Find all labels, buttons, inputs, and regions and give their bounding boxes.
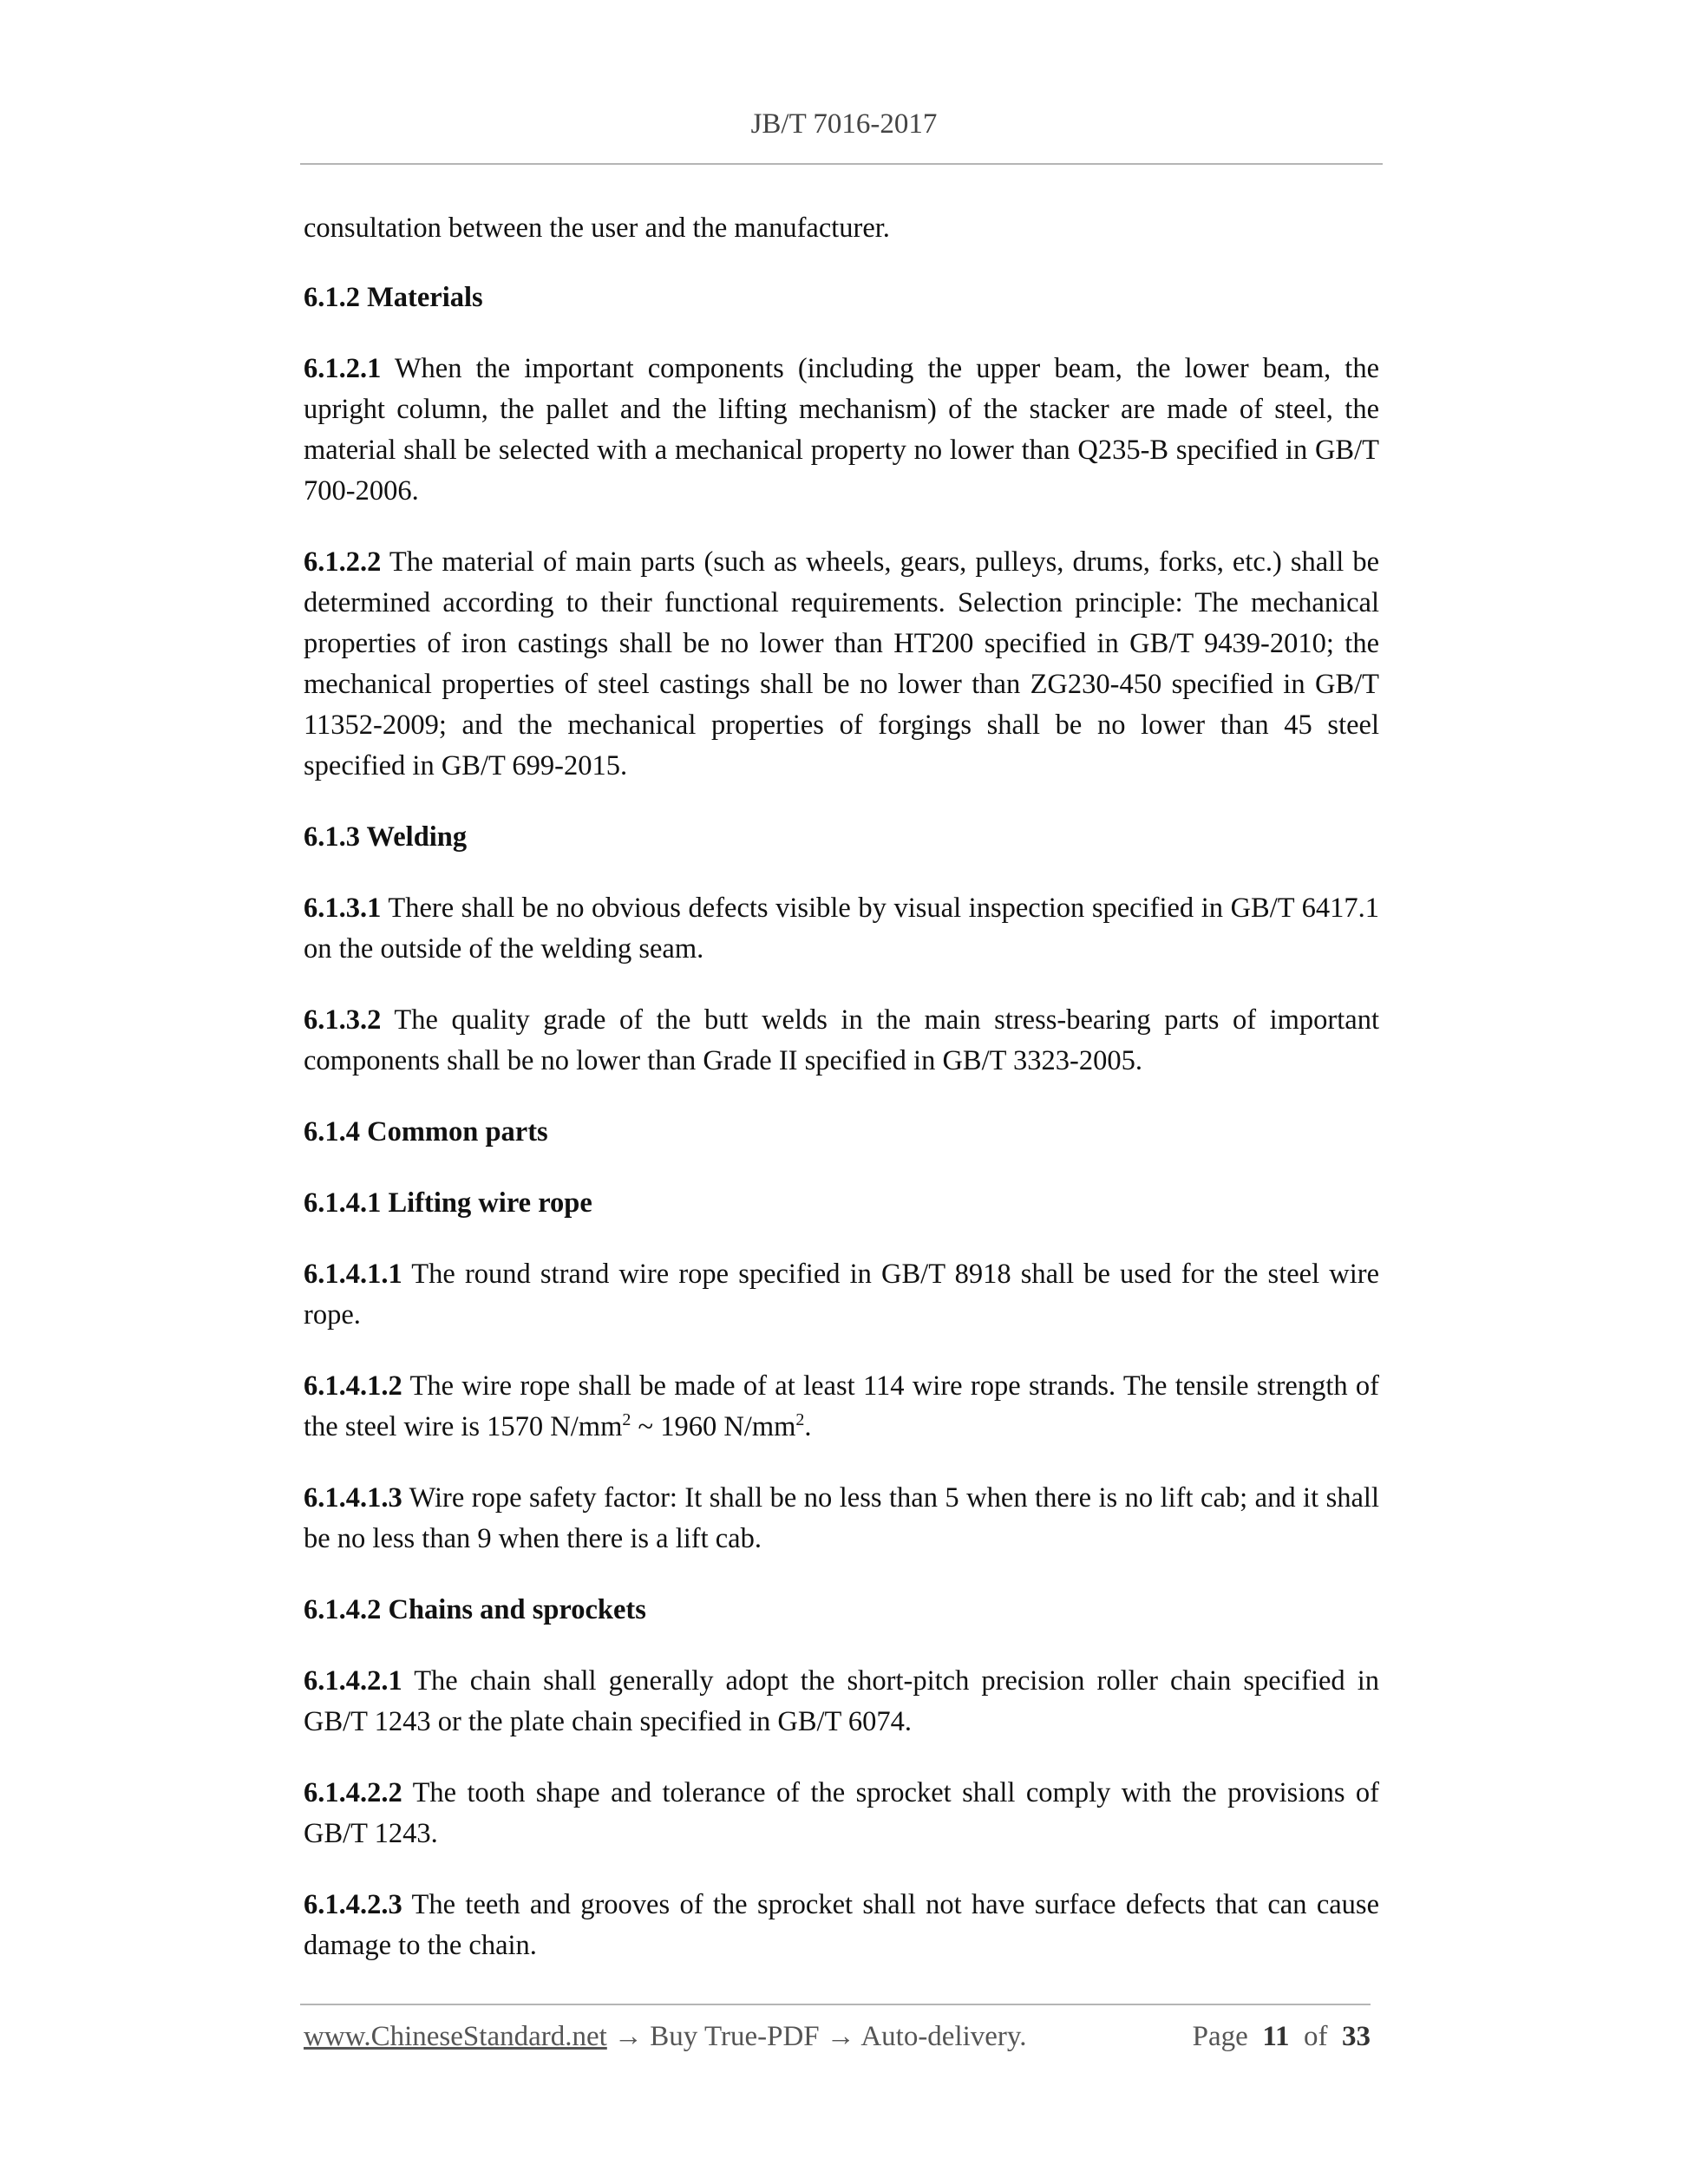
clause-number: 6.1.4.2.1 (304, 1665, 402, 1697)
heading-6-1-2: 6.1.2 Materials (304, 282, 483, 313)
clause-text: Wire rope safety factor: It shall be no less than 5 when there is no lift cab; and it shall be no less than 9 when there is a lift cab. (304, 1482, 1379, 1554)
arrow-right-icon: → (614, 2021, 644, 2052)
clause-6-1-2-2 (304, 542, 1379, 787)
clause-text: The teeth and grooves of the sprocket shall not have surface defects that can cause damage to the chain. (304, 1889, 1380, 1961)
heading-6-1-4: 6.1.4 Common parts (304, 1116, 548, 1148)
page-number (1193, 2021, 1371, 2053)
paragraph-continuation: consultation between the user and the manufacturer. (304, 213, 890, 244)
clause-number: 6.1.2.2 (304, 546, 382, 578)
page-label: Page (1192, 2021, 1248, 2052)
clause-text: When the important components (including the upper beam, the lower beam, the upright column, the pallet and the lifting mechanism) of the stacker are made of steel, the material shall be selected with a mechanical property no lower than Q235-B specified in GB/T 700-2006. (304, 353, 1379, 507)
clause-number: 6.1.4.2.2 (304, 1777, 402, 1808)
clause-text: The chain shall generally adopt the short-pitch precision roller chain specified in GB/T 1243 or the plate chain specified in GB/T 6074. (304, 1665, 1379, 1737)
clause-6-1-4-2-2 (304, 1773, 1379, 1854)
clause-6-1-3-2 (304, 1000, 1379, 1082)
document-id-header: JB/T 7016-2017 (750, 108, 938, 140)
heading-6-1-3: 6.1.3 Welding (304, 821, 468, 853)
clause-text: The round strand wire rope specified in GB/T 8918 shall be used for the steel wire rope. (304, 1259, 1379, 1331)
clause-text: The quality grade of the butt welds in the main stress-bearing parts of important components shall be no lower than Grade II specified in GB/T 3323-2005. (304, 1004, 1379, 1076)
clause-text: There shall be no obvious defects visible by visual inspection specified in GB/T 6417.1 on the outside of the welding seam. (304, 893, 1379, 964)
clause-number: 6.1.4.2.3 (304, 1889, 402, 1920)
heading-6-1-4-2: 6.1.4.2 Chains and sprockets (304, 1594, 646, 1625)
current-page: 11 (1262, 2021, 1290, 2052)
clause-text: ~ 1960 N/mm (631, 1411, 796, 1442)
document-body (304, 208, 1379, 1997)
clause-number: 6.1.3.2 (304, 1004, 382, 1036)
clause-text: The tooth shape and tolerance of the sprocket shall comply with the provisions of GB/T 1243. (304, 1777, 1379, 1849)
clause-6-1-4-2-3 (304, 1885, 1379, 1966)
arrow-right-icon: → (826, 2021, 855, 2052)
total-pages: 33 (1342, 2021, 1371, 2052)
clause-number: 6.1.2.1 (304, 353, 382, 384)
clause-number: 6.1.4.1.3 (304, 1482, 402, 1514)
clause-6-1-4-1-2 (304, 1366, 1379, 1448)
buy-pdf-text: Buy True-PDF (650, 2021, 820, 2052)
header-divider (300, 163, 1383, 165)
clause-text: The material of main parts (such as wheels, gears, pulleys, drums, forks, etc.) shall be determined according to their functional requirements. Selection principle: The mechanical properties of iron castings shall be no lower than HT200 specified in GB/T 9439-2010; the mechanical properties of steel castings shall be no lower than ZG230-450 specified in GB/T 11352-2009; and the mechanical properties of forgings shall be no lower than 45 steel specified in GB/T 699-2015. (304, 546, 1379, 781)
clause-text: . (804, 1411, 812, 1442)
clause-6-1-3-1 (304, 888, 1379, 970)
of-label: of (1304, 2021, 1328, 2052)
clause-number: 6.1.3.1 (304, 893, 382, 924)
website-link[interactable]: www.ChineseStandard.net (304, 2021, 607, 2052)
clause-6-1-4-1-3 (304, 1478, 1379, 1560)
clause-6-1-4-1-1 (304, 1254, 1379, 1336)
superscript: 2 (795, 1410, 805, 1430)
clause-6-1-2-1 (304, 349, 1379, 512)
clause-number: 6.1.4.1.2 (304, 1370, 402, 1402)
clause-6-1-4-2-1 (304, 1661, 1379, 1743)
superscript: 2 (622, 1410, 631, 1430)
page-footer (304, 2021, 1371, 2064)
heading-6-1-4-1: 6.1.4.1 Lifting wire rope (304, 1187, 592, 1219)
footer-divider (300, 2004, 1371, 2005)
auto-delivery-text: Auto-delivery. (860, 2021, 1027, 2052)
clause-text: The wire rope shall be made of at least 114 wire rope strands. The tensile strength of the steel wire is 1570 N/mm (304, 1370, 1379, 1442)
footer-promo (304, 2021, 1027, 2053)
clause-number: 6.1.4.1.1 (304, 1259, 402, 1290)
